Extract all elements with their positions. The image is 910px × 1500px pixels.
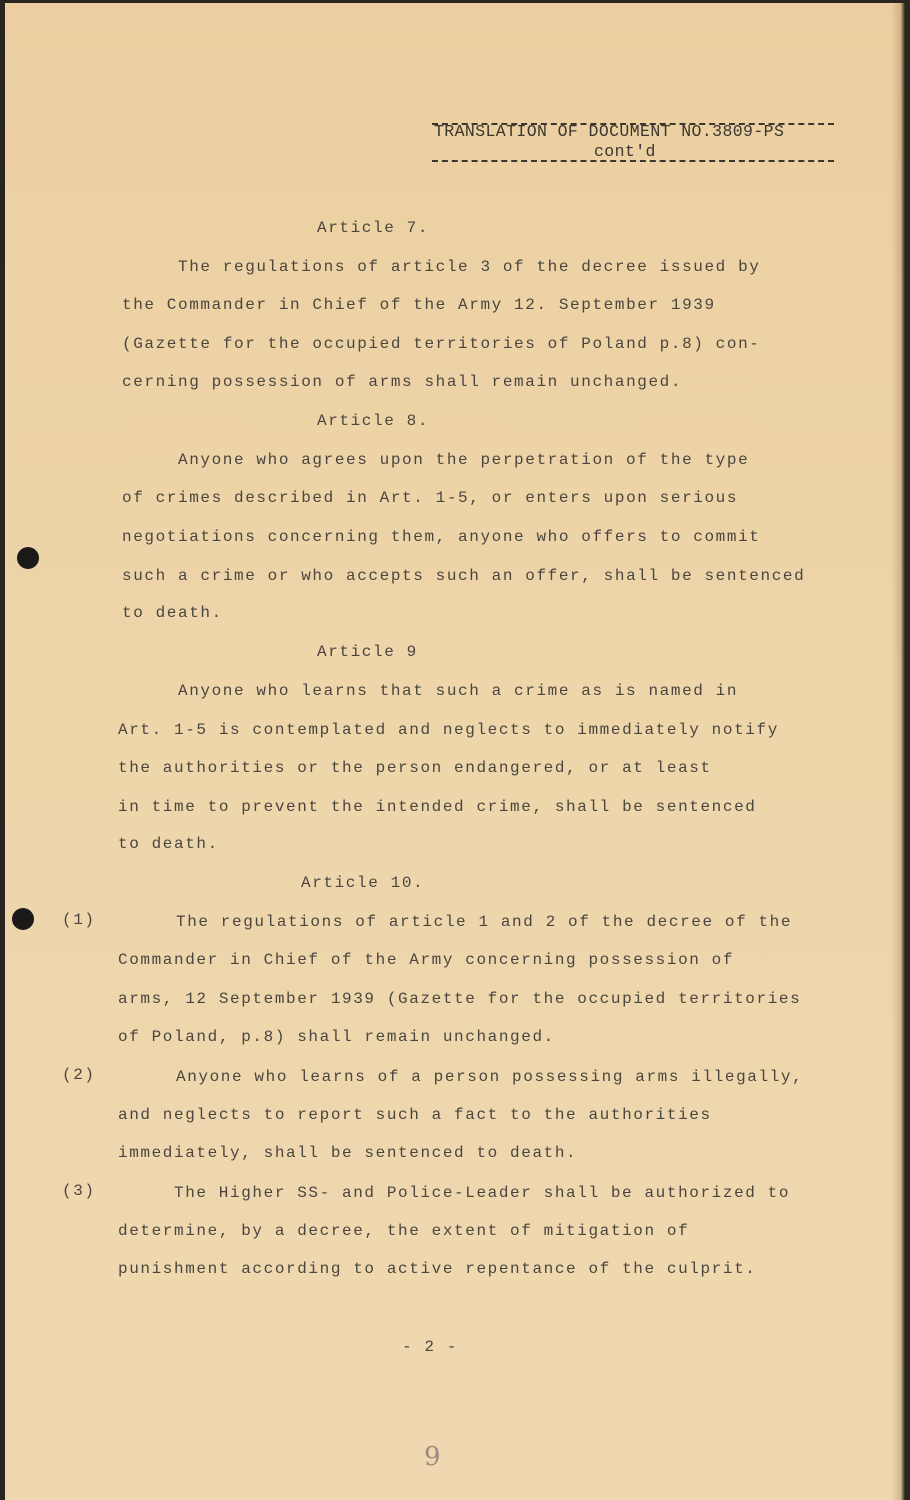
text-line: Anyone who agrees upon the perpetration of the type: [178, 451, 750, 469]
paragraph-number: (1): [62, 911, 96, 929]
paragraph-number: (2): [62, 1066, 96, 1084]
text-line: The regulations of article 3 of the decree issued by: [178, 258, 761, 276]
page-number: - 2 -: [402, 1338, 459, 1356]
text-line: negotiations concerning them, anyone who offers to commit: [122, 528, 761, 546]
document-title: TRANSLATION OF DOCUMENT NO.3809-PS: [434, 122, 785, 141]
text-line: to death.: [118, 835, 219, 853]
text-line: Anyone who learns that such a crime as is named in: [178, 682, 739, 700]
article-heading: Article 9: [317, 643, 418, 661]
text-line: Commander in Chief of the Army concerning possession of: [118, 951, 735, 969]
text-line: The Higher SS- and Police-Leader shall be authorized to: [174, 1184, 791, 1202]
text-line: (Gazette for the occupied territories of Poland p.8) con-: [122, 335, 761, 353]
text-line: The regulations of article 1 and 2 of the decree of the: [176, 913, 793, 931]
punch-hole: [17, 547, 39, 569]
text-line: arms, 12 September 1939 (Gazette for the occupied territories: [118, 990, 802, 1008]
document-subtitle: cont'd: [594, 142, 656, 161]
text-line: such a crime or who accepts such an offer, shall be sentenced: [122, 567, 806, 585]
text-line: and neglects to report such a fact to the authorities: [118, 1106, 712, 1124]
text-line: Anyone who learns of a person possessing arms illegally,: [176, 1068, 804, 1086]
article-heading: Article 7.: [317, 219, 430, 237]
text-line: punishment according to active repentance of the culprit.: [118, 1260, 757, 1278]
article-heading: Article 8.: [317, 412, 430, 430]
header-rule-bottom: [432, 160, 834, 162]
text-line: immediately, shall be sentenced to death.: [118, 1144, 578, 1162]
page-edge-shadow: [891, 3, 905, 1500]
text-line: cerning possession of arms shall remain unchanged.: [122, 373, 683, 391]
text-line: the Commander in Chief of the Army 12. September 1939: [122, 296, 716, 314]
article-heading: Article 10.: [301, 874, 425, 892]
paragraph-number: (3): [62, 1182, 96, 1200]
text-line: of Poland, p.8) shall remain unchanged.: [118, 1028, 555, 1046]
punch-hole: [12, 908, 34, 930]
handwritten-page-mark: 9: [424, 1442, 441, 1472]
text-line: in time to prevent the intended crime, shall be sentenced: [118, 798, 757, 816]
text-line: of crimes described in Art. 1-5, or enters upon serious: [122, 489, 739, 507]
text-line: Art. 1-5 is contemplated and neglects to immediately notify: [118, 721, 779, 739]
text-line: the authorities or the person endangered, or at least: [118, 759, 712, 777]
text-line: to death.: [122, 604, 223, 622]
text-line: determine, by a decree, the extent of mitigation of: [118, 1222, 690, 1240]
